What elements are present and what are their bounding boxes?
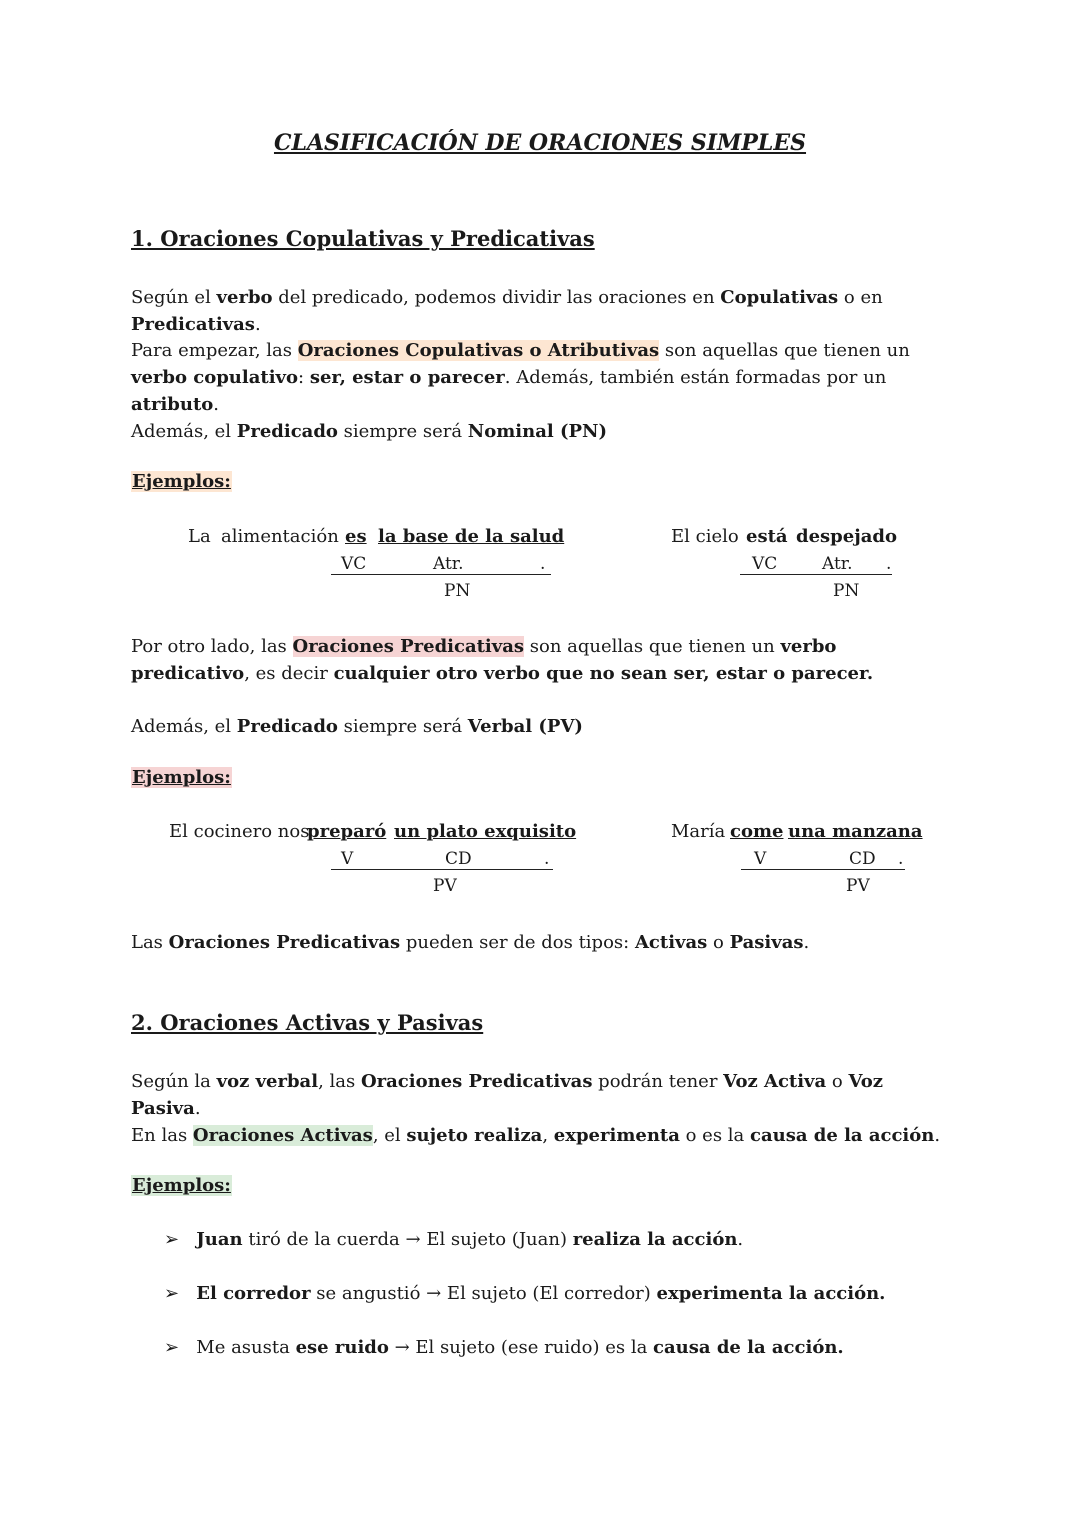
page-title: CLASIFICACIÓN DE ORACIONES SIMPLES: [273, 130, 807, 156]
paragraph-verbo: Según el verbo del predicado, podemos dividir las oraciones en Copulativas o en Predicativas.: [131, 287, 883, 335]
paragraph-voz-verbal: Según la voz verbal, las Oraciones Predicativas podrán tener Voz Activa o Voz Pasiva.: [131, 1071, 884, 1119]
paragraph-activas: En las Oraciones Activas, el sujeto realiza, experimenta o es la causa de la acción.: [131, 1125, 941, 1146]
section-2-heading: 2. Oraciones Activas y Pasivas: [131, 1010, 484, 1035]
example-3-dot: .: [544, 849, 550, 869]
example-4-rule: [741, 869, 905, 870]
example-1-label-atr: Atr.: [433, 554, 464, 574]
example-3-label-cd: CD: [445, 849, 472, 869]
example-1-verb: es: [345, 526, 367, 547]
example-3-cd: un plato exquisito: [394, 821, 577, 842]
example-1-rule: [331, 574, 551, 575]
examples-label-copulativas: Ejemplos:: [132, 471, 231, 492]
arrow-bullet-icon: ➢: [164, 1229, 180, 1250]
example-4-label-pv: PV: [846, 876, 870, 896]
example-2-rule: [740, 574, 892, 575]
arrow-bullet-icon: ➢: [164, 1283, 180, 1304]
list-item: ➢ El corredor se angustió → El sujeto (El corredor) experimenta la acción.: [164, 1283, 886, 1304]
example-1-attribute: la base de la salud: [378, 526, 565, 547]
example-1-la: La: [188, 526, 211, 547]
example-2-label-vc: VC: [752, 554, 778, 574]
arrow-bullet-icon: ➢: [164, 1337, 180, 1358]
example-4-label-cd: CD: [849, 849, 876, 869]
examples-label-activas: Ejemplos:: [132, 1175, 231, 1196]
example-4-verb: come: [730, 821, 784, 842]
example-2-verb: está: [746, 526, 788, 547]
paragraph-predicado-nominal: Además, el Predicado siempre será Nominal (PN): [131, 421, 608, 442]
list-item: ➢ Juan tiró de la cuerda → El sujeto (Juan) realiza la acción.: [164, 1229, 744, 1250]
section-1-heading: 1. Oraciones Copulativas y Predicativas: [131, 226, 595, 251]
list-item: ➢ Me asusta ese ruido → El sujeto (ese ruido) es la causa de la acción.: [164, 1337, 844, 1358]
examples-label-predicativas: Ejemplos:: [132, 767, 231, 788]
example-4-dot: .: [898, 849, 904, 869]
paragraph-tipos: Las Oraciones Predicativas pueden ser de dos tipos: Activas o Pasivas.: [131, 932, 810, 953]
example-2-attribute: despejado: [796, 526, 897, 547]
example-2-subject: El cielo: [671, 526, 739, 547]
paragraph-copulativas: Para empezar, las Oraciones Copulativas o Atributivas son aquellas que tienen un verbo copulativo: ser, estar o parecer. Además, también están formadas por un atributo.: [131, 340, 910, 415]
example-2-label-atr: Atr.: [822, 554, 853, 574]
example-1-label-vc: VC: [341, 554, 367, 574]
example-4-label-v: V: [754, 849, 767, 869]
example-3-verb: preparó: [307, 821, 387, 842]
example-3-rule: [331, 869, 553, 870]
example-1-dot: .: [540, 554, 546, 574]
example-1-noun: alimentación: [221, 526, 339, 547]
example-3-subject: El cocinero nos: [169, 821, 310, 842]
example-4-cd: una manzana: [788, 821, 923, 842]
paragraph-predicado-verbal: Además, el Predicado siempre será Verbal (PV): [131, 716, 583, 737]
example-4-subject: María: [671, 821, 726, 842]
example-1-label-pn: PN: [444, 581, 471, 601]
example-3-label-pv: PV: [433, 876, 457, 896]
example-3-label-v: V: [341, 849, 354, 869]
paragraph-predicativas: Por otro lado, las Oraciones Predicativas son aquellas que tienen un verbo predicativo, es decir cualquier otro verbo que no sean ser, estar o parecer.: [131, 636, 874, 684]
example-2-dot: .: [886, 554, 892, 574]
example-2-label-pn: PN: [833, 581, 860, 601]
